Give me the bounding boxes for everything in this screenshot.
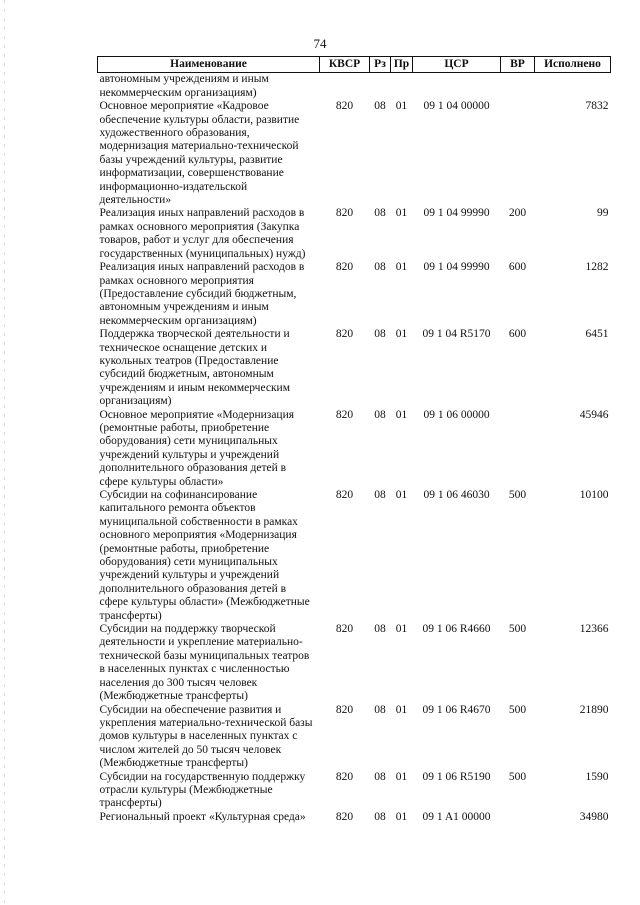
cell-kvsr: 820	[335, 770, 354, 783]
cell-rz: 08	[374, 770, 386, 783]
page-number: 74	[313, 36, 327, 51]
cell-csr: 09 1 06 R4670	[422, 703, 491, 716]
table-row	[98, 771, 611, 811]
cell-vr: 500	[508, 770, 527, 783]
cell-isp: 99	[597, 207, 609, 220]
cell-rz: 08	[374, 261, 386, 274]
scan-edge-artifact	[4, 0, 5, 905]
cell-isp	[535, 73, 611, 100]
cell-isp: 45946	[579, 408, 609, 421]
cell-csr: 09 1 A1 00000	[422, 810, 491, 823]
cell-pr: 01	[395, 100, 408, 113]
cell-name: Реализация иных направлений расходов в рамках основного мероприятия (Предоставление субсидий бюджетным, автономным учреждениям и иным некоммерческим организациям)	[99, 261, 305, 327]
cell-pr: 01	[395, 770, 408, 783]
cell-name: автономным учреждениям и иным некоммерческим организациям)	[99, 73, 269, 99]
cell-csr	[413, 73, 501, 100]
cell-vr	[501, 73, 535, 100]
header-vr: ВР	[501, 57, 535, 73]
table-row	[98, 328, 611, 408]
header-csr: ЦСР	[413, 57, 501, 73]
cell-isp: 6451	[585, 328, 609, 341]
cell-vr: 500	[508, 489, 527, 501]
cell-csr: 09 1 06 R5190	[422, 770, 491, 783]
cell-isp: 34980	[579, 810, 609, 823]
cell-kvsr	[320, 73, 370, 100]
table-row	[98, 100, 611, 207]
cell-isp: 1282	[585, 261, 609, 274]
cell-isp: 1590	[585, 770, 609, 783]
cell-vr: 500	[508, 623, 527, 636]
table-row	[98, 73, 611, 100]
cell-kvsr: 820	[335, 703, 354, 716]
cell-pr	[391, 73, 413, 100]
cell-csr: 09 1 04 R5170	[422, 328, 491, 341]
table-header-row	[98, 57, 611, 73]
cell-rz: 08	[374, 328, 386, 341]
cell-name: Субсидии на поддержку творческой деятельности и укрепление материально-технической базы муниципальных театров в населенных пунктах с численностью населения до 300 тысяч человек (Межбюджетные трансферты)	[99, 623, 310, 703]
cell-csr: 09 1 04 99990	[423, 207, 490, 220]
cell-vr	[501, 811, 535, 824]
cell-name: Поддержка творческой деятельности и техническое оснащение детских и кукольных театров (Предоставление субсидий бюджетным, автономным учреждениям и иным некоммерческим организациям)	[99, 328, 290, 408]
cell-isp: 12366	[579, 623, 609, 636]
cell-rz: 08	[374, 100, 386, 113]
cell-rz: 08	[374, 703, 386, 716]
table-row	[98, 704, 611, 771]
cell-vr: 600	[508, 328, 527, 341]
cell-csr: 09 1 04 00000	[423, 100, 490, 113]
table-row	[98, 261, 611, 328]
cell-isp: 21890	[579, 703, 609, 716]
cell-pr: 01	[395, 623, 408, 636]
budget-table-container	[97, 56, 610, 824]
cell-rz: 08	[374, 489, 386, 501]
cell-csr: 09 1 04 99990	[423, 261, 490, 274]
cell-name: Субсидии на государственную поддержку отрасли культуры (Межбюджетные трансферты)	[99, 770, 306, 810]
cell-name: Субсидии на софинансирование капитального ремонта объектов муниципальной собственности в рамках основного мероприятия «Модернизация (ремонтные работы, приобретение оборудования) сети муниципальных учреждений культуры и учреждений дополнительного образования детей в сфере культуры области» (Межбюджетные трансферты)	[99, 489, 310, 622]
header-kvsr: КВСР	[320, 57, 370, 73]
cell-vr: 600	[508, 261, 527, 274]
cell-kvsr: 820	[335, 408, 354, 421]
table-row	[98, 489, 611, 623]
cell-name: Основное мероприятие «Кадровое обеспечение культуры области, развитие художественного образования, модернизация материально-технической базы учреждений культуры, развитие информатизации, совершенствование информационно-издательской деятельности»	[99, 100, 300, 207]
cell-rz: 08	[374, 408, 386, 421]
header-pr: Пр	[391, 57, 413, 73]
cell-pr: 01	[395, 489, 408, 501]
table-body	[98, 73, 611, 824]
cell-vr	[501, 100, 535, 207]
cell-isp: 7832	[585, 100, 609, 113]
cell-name: Субсидии на обеспечение развития и укрепления материально-технической базы домов культуры в населенных пунктах с числом жителей до 50 тысяч человек (Межбюджетные трансферты)	[99, 703, 313, 770]
table-row	[98, 207, 611, 261]
cell-kvsr: 820	[335, 489, 354, 501]
cell-name: Реализация иных направлений расходов в рамках основного мероприятия (Закупка товаров, работ и услуг для обеспечения государственных (муниципальных) нужд)	[99, 207, 306, 260]
cell-pr: 01	[395, 703, 408, 716]
cell-name: Основное мероприятие «Модернизация (ремонтные работы, приобретение оборудования) сети муниципальных учреждений культуры и учреждений дополнительного образования детей в сфере культуры области»	[99, 408, 295, 488]
table-row	[98, 623, 611, 703]
cell-vr	[501, 409, 535, 489]
cell-kvsr: 820	[335, 261, 354, 274]
cell-pr: 01	[395, 261, 408, 274]
cell-vr: 200	[508, 207, 527, 220]
header-rz: Рз	[370, 57, 391, 73]
cell-vr: 500	[508, 703, 527, 716]
cell-pr: 01	[395, 408, 408, 421]
cell-kvsr: 820	[335, 810, 354, 823]
header-isp: Исполнено	[535, 57, 611, 73]
cell-rz	[370, 73, 391, 100]
cell-name: Региональный проект «Культурная среда»	[99, 810, 306, 823]
cell-csr: 09 1 06 00000	[423, 408, 490, 421]
table-row	[98, 811, 611, 824]
cell-kvsr: 820	[335, 207, 354, 220]
table-row	[98, 409, 611, 489]
header-name: Наименование	[98, 57, 320, 73]
cell-rz: 08	[374, 623, 386, 636]
cell-kvsr: 820	[335, 623, 354, 636]
cell-pr: 01	[395, 810, 408, 823]
cell-pr: 01	[395, 207, 408, 220]
cell-csr: 09 1 06 46030	[423, 489, 490, 501]
cell-rz: 08	[374, 810, 386, 823]
cell-csr: 09 1 06 R4660	[422, 623, 491, 636]
cell-kvsr: 820	[335, 328, 354, 341]
cell-isp: 10100	[579, 489, 609, 501]
cell-pr: 01	[395, 328, 408, 341]
cell-kvsr: 820	[335, 100, 354, 113]
budget-table	[97, 56, 611, 824]
cell-rz: 08	[374, 207, 386, 220]
